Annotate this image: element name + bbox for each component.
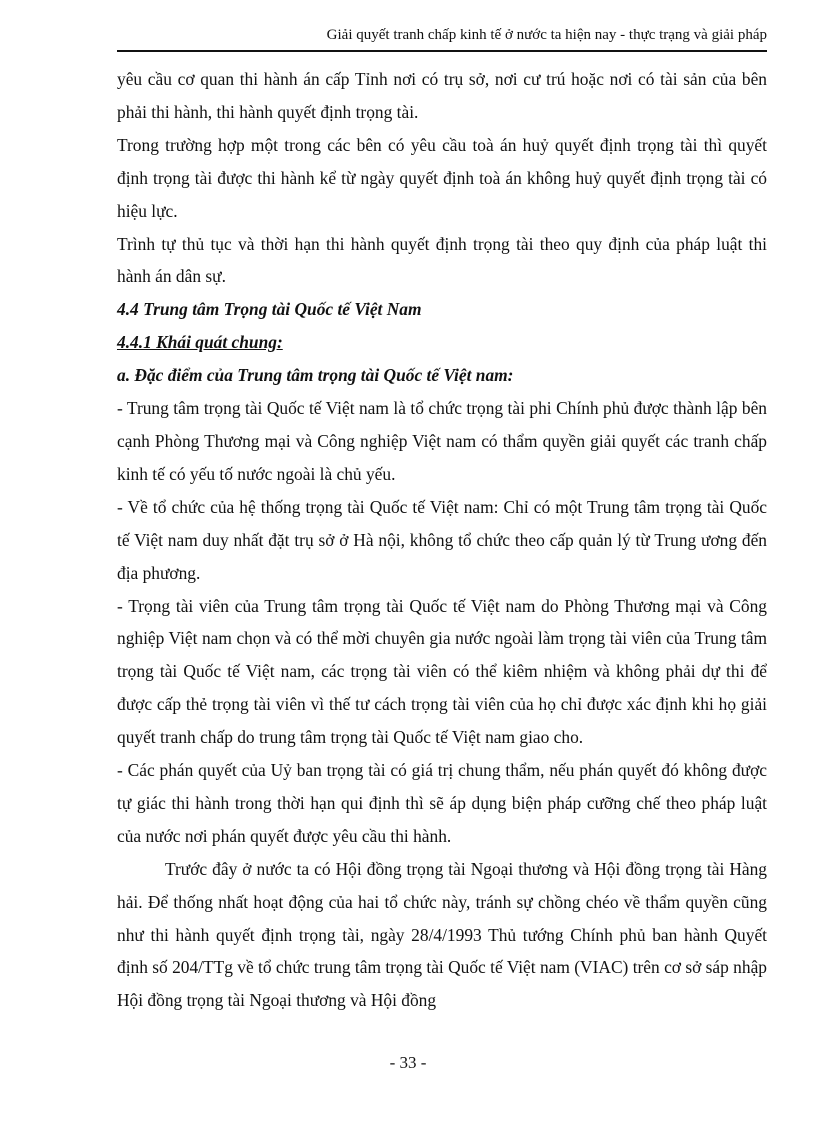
running-header: Giải quyết tranh chấp kinh tế ở nước ta hiện nay - thực trạng và giải pháp: [326, 27, 767, 43]
bullet-paragraph: - Trung tâm trọng tài Quốc tế Việt nam là tổ chức trọng tài phi Chính phủ được thành lập bên cạnh Phòng Thương mại và Công nghiệp Việt nam có thẩm quyền giải quyết các tranh chấp kinh tế có yếu tố nước ngoài là chủ yếu.: [117, 398, 767, 484]
item-heading: a. Đặc điểm của Trung tâm trọng tài Quốc tế Việt nam:: [117, 365, 514, 386]
subsection-heading-line: [117, 326, 767, 359]
section-heading: 4.4 Trung tâm Trọng tài Quốc tế Việt Nam: [117, 299, 422, 320]
page-number: - 33 -: [389, 1053, 427, 1072]
paragraph: Trình tự thủ tục và thời hạn thi hành quyết định trọng tài theo quy định của pháp luật thi hành án dân sự.: [117, 233, 767, 287]
paragraph: Trong trường hợp một trong các bên có yêu cầu toà án huỷ quyết định trọng tài thì quyết định trọng tài được thi hành kể từ ngày quyết định toà án không huỷ quyết định trọng tài có hiệu lực.: [117, 134, 767, 221]
bullet-paragraph: - Trọng tài viên của Trung tâm trọng tài Quốc tế Việt nam do Phòng Thương mại và Công nghiệp Việt nam chọn và có thể mời chuyên gia nước ngoài làm trọng tài viên của Trung tâm trọng tài Quốc tế Việt nam, các trọng tài viên có thể kiêm nhiệm và không phải dự thi để được cấp thẻ trọng tài viên vì thế tư cách trọng tài viên của họ chỉ được xác định khi họ giải quyết tranh chấp do trung tâm trọng tài Quốc tế Việt nam giao cho.: [117, 595, 767, 748]
bullet-paragraph: - Các phán quyết của Uỷ ban trọng tài có giá trị chung thẩm, nếu phán quyết đó không được tự giác thi hành trong thời hạn qui định thì sẽ áp dụng biện pháp cưỡng chế theo pháp luật của nước nơi phán quyết được yêu cầu thi hành.: [117, 760, 767, 846]
header-divider: [117, 50, 767, 52]
paragraph: yêu cầu cơ quan thi hành án cấp Tỉnh nơi có trụ sở, nơi cư trú hoặc nơi có tài sản của bên phải thi hành, thi hành quyết định trọng tài.: [117, 69, 767, 122]
subsection-heading: 4.4.1 Khái quát chung:: [117, 332, 283, 353]
bullet-paragraph: - Về tổ chức của hệ thống trọng tài Quốc tế Việt nam: Chỉ có một Trung tâm trọng tài Quốc tế Việt nam duy nhất đặt trụ sở ở Hà nội, không tổ chức theo cấp quản lý từ Trung ương đến địa phương.: [117, 496, 767, 583]
paragraph: Trước đây ở nước ta có Hội đồng trọng tài Ngoại thương và Hội đồng trọng tài Hàng hải. Để thống nhất hoạt động của hai tổ chức này, tránh sự chồng chéo về thẩm quyền cũng như thi hành quyết định trọng tài, ngày 28/4/1993 Thủ tướng Chính phủ ban hành Quyết định số 204/TTg về tổ chức trung tâm trọng tài Quốc tế Việt nam (VIAC) trên cơ sở sáp nhập Hội đồng trọng tài Ngoại thương và Hội đồng: [117, 858, 767, 1011]
page-body: [117, 63, 767, 1017]
